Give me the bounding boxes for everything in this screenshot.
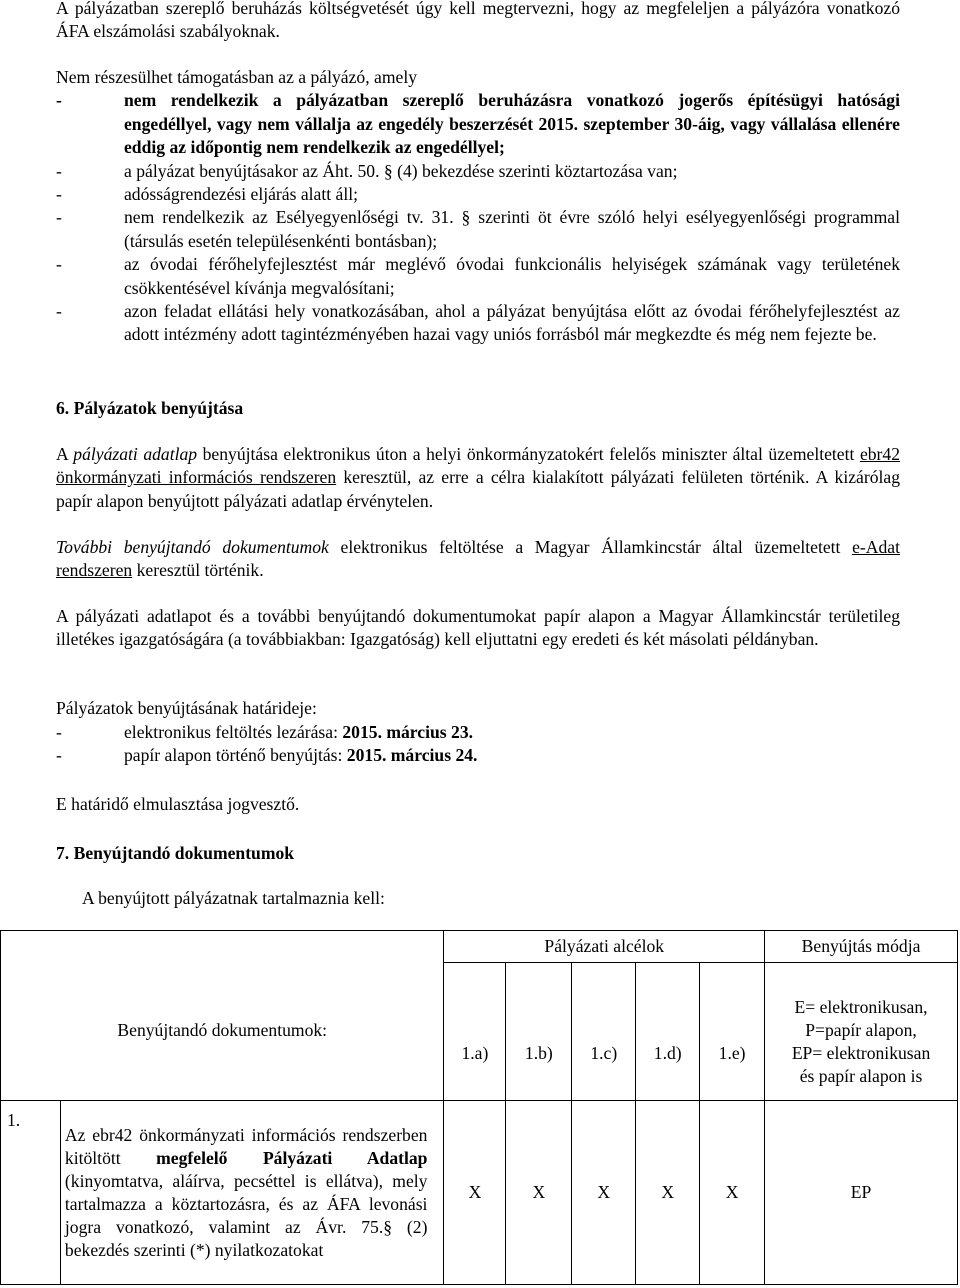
list-item: - a pályázat benyújtásakor az Áht. 50. § (4) bekezdése szerinti köztartozása van; [56,160,678,181]
subgoal-header: 1.d) [636,963,700,1101]
documents-paragraph: További benyújtandó dokumentumok elektronikus feltöltése a Magyar Államkincstár által üzemeltetett e-Adat rendszeren keresztül történik. [56,537,900,581]
section-7-intro: A benyújtott pályázatnak tartalmaznia kell: [82,888,385,908]
subgoal-header: 1.c) [572,963,636,1101]
section-7-heading: 7. Benyújtandó dokumentumok [56,843,295,863]
header-subgoals: Pályázati alcélok [444,931,765,963]
mode-legend: E= elektronikusan, P=papír alapon, EP= elektronikusan és papír alapon is [765,963,958,1101]
table-row [1,1101,958,1285]
submission-paragraph: A pályázati adatlap benyújtása elektronikus úton a helyi önkormányzatokért felelős miniszter által üzemeltetett ebr42 önkormányzati információs rendszeren keresztül, az erre a célra kialakított pályázati felületen történik. A kizárólag papír alapon benyújtott pályázati adatlap érvénytelen. [56,444,900,511]
subgoal-header: 1.a) [444,963,506,1101]
section-6-heading: 6. Pályázatok benyújtása [56,398,244,418]
list-item: - azon feladat ellátási hely vonatkozásában, ahol a pályázat benyújtása előtt az óvodai férőhelyfejlesztést az adott intézmény adott tagintézményében hazai vagy uniós forrásból már megkezdte és még nem fejezte be. [56,301,900,345]
paper-submission-paragraph: A pályázati adatlapot és a további benyújtandó dokumentumokat papír alapon a Magyar Államkincstár területileg illetékes igazgatóságára (a továbbiakban: Igazgatóság) kell eljuttatni egy eredeti és két másolati példányban. [56,606,900,650]
exclusion-list [56,89,900,346]
subgoal-mark: X [700,1101,765,1285]
list-item: - az óvodai férőhelyfejlesztést már meglévő óvodai funkcionális helyiségek számának vagy területének csökkentésével kívánja megvalósítani; [56,254,900,298]
paragraph-vat: A pályázatban szereplő beruházás költségvetését úgy kell megtervezni, hogy az megfeleljen a pályázóra vonatkozó ÁFA elszámolási szabályoknak. [56,0,900,42]
submission-mode: EP [765,1101,958,1285]
row-description: Az ebr42 önkormányzati információs rendszerben kitöltött megfelelő Pályázati Adatlap (kinyomtatva, aláírva, pecséttel is ellátva), mely tartalmazza a köztartozásra, és az ÁFA levonási jogra vonatkozó, valamint az Ávr. 75.§ (2) bekezdés szerinti (*) nyilatkozatokat [60,1101,444,1285]
documents-table [0,930,958,1285]
deadline-note: E határidő elmulasztása jogvesztő. [56,794,300,814]
subgoal-mark: X [636,1101,700,1285]
subgoal-mark: X [444,1101,506,1285]
deadline-list [56,721,900,768]
row-number: 1. [1,1101,61,1285]
list-item: - nem rendelkezik a pályázatban szereplő beruházásra vonatkozó jogerős építésügyi hatósági engedéllyel, vagy nem vállalja az engedély beszerzését 2015. szeptember 30-áig, vagy vállalása ellenére eddig az időpontig nem rendelkezik az engedéllyel; [56,90,900,158]
deadline-item: - papír alapon történő benyújtás: 2015. március 24. [56,745,478,766]
exclusion-intro: Nem részesülhet támogatásban az a pályázó, amely [56,67,417,87]
exclusion-block [56,66,900,347]
subgoal-header: 1.e) [700,963,765,1101]
subgoal-mark: X [572,1101,636,1285]
header-documents: Benyújtandó dokumentumok: [1,931,444,1101]
list-item: - nem rendelkezik az Esélyegyenlőségi tv. 31. § szerinti öt évre szóló helyi esélyegyenlőségi programmal (társulás esetén településenkénti bontásban); [56,207,900,251]
deadline-intro: Pályázatok benyújtásának határideje: [56,698,317,718]
subgoal-header: 1.b) [506,963,572,1101]
deadline-item: - elektronikus feltöltés lezárása: 2015. március 23. [56,722,474,742]
header-submission-mode: Benyújtás módja [765,931,958,963]
list-item: - adósságrendezési eljárás alatt áll; [56,184,358,205]
subgoal-mark: X [506,1101,572,1285]
